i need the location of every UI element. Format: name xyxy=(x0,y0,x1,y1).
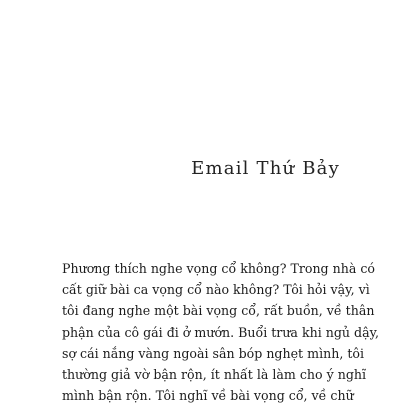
text-line: Phương thích nghe vọng cổ không? Trong nhà có xyxy=(62,261,375,276)
text-line: cất giữ bài ca vọng cổ nào không? Tôi hỏi vậy, vì xyxy=(62,282,370,298)
text-line: sợ cái nắng vàng ngoài sân bóp nghẹt mình, tôi xyxy=(62,345,364,361)
text-line: mình bận rộn. Tôi nghĩ về bài vọng cổ, về chữ xyxy=(62,388,354,404)
text-line: thường giả vờ bận rộn, ít nhất là làm cho ý nghĩ xyxy=(62,366,367,382)
text-line: tôi đang nghe một bài vọng cổ, rất buồn, về thân xyxy=(62,303,375,319)
body-paragraph xyxy=(62,258,380,406)
text-line: phận của cô gái đi ở mướn. Buổi trưa khi ngủ dậy, xyxy=(62,324,380,340)
chapter-title: Email Thứ Bảy xyxy=(191,158,340,179)
